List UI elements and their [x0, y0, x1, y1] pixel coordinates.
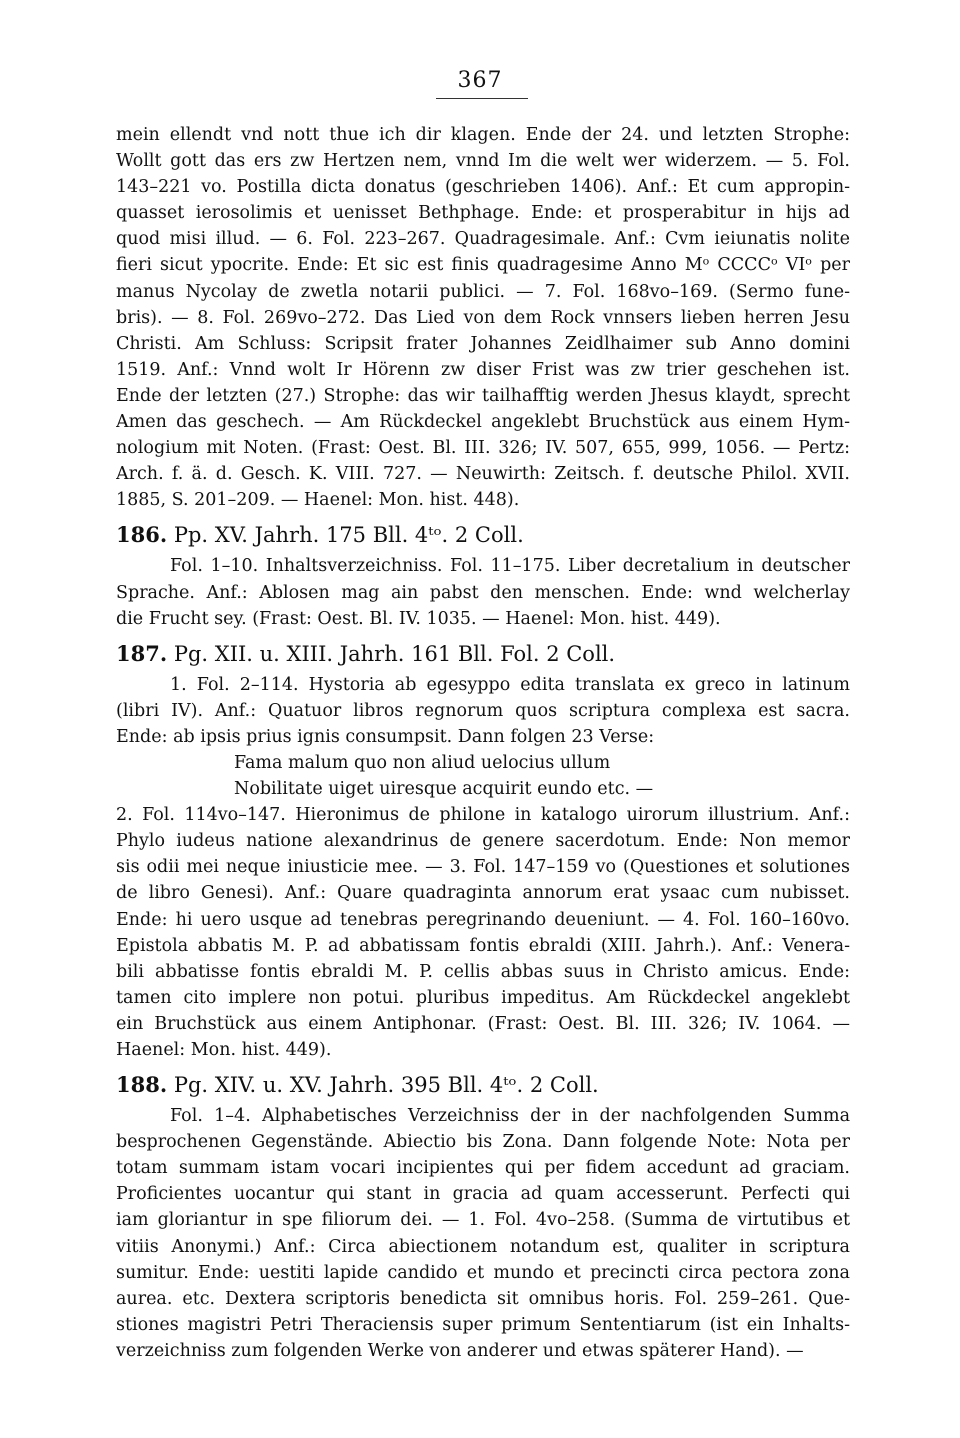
text-line: sumitur. Ende: uestiti lapide candido et mundo et precincti circa pectora zona [116, 1262, 850, 1283]
text-line: Arch. f. ä. d. Gesch. K. VIII. 727. — Neuwirth: Zeitsch. f. deutsche Philol. XVII. [116, 464, 850, 485]
entry-number: 187. [116, 640, 168, 666]
text-line: Ende: ab ipsis prius ignis consumpsit. Dann folgen 23 Verse: [116, 726, 655, 747]
document-body [116, 122, 850, 1364]
text-line: fieri sicut ypocrite. Ende: Et sic est finis quadragesime Anno Mᵒ CCCCᵒ VIᵒ per [116, 255, 850, 276]
entry-heading [116, 1070, 850, 1100]
text-line: iam gloriantur in spe filiorum dei. — 1. Fol. 4vo–258. (Summa de virtutibus et [116, 1210, 850, 1231]
entry-188 [116, 1070, 850, 1364]
entry-description: Pp. XV. Jahrh. 175 Bll. 4ᵗᵒ. 2 Coll. [173, 523, 524, 548]
text-line: ein Bruchstück aus einem Antiphonar. (Frast: Oest. Bl. III. 326; IV. 1064. — [116, 1013, 850, 1034]
text-line: besprochenen Gegenstände. Abiectio bis Zona. Dann folgende Note: Nota per [116, 1132, 850, 1153]
entry-number: 186. [116, 522, 168, 548]
verse-line: Nobilitate uiget uiresque acquirit eundo etc. — [234, 779, 654, 800]
text-line: Ende: hi uero usque ad tenebras peregrinando deueniunt. — 4. Fol. 160–160vo. [116, 909, 850, 930]
text-line: Amen das geschech. — Am Rückdeckel angeklebt Bruchstück aus einem Hym- [116, 412, 850, 433]
text-line: vitiis Anonymi.) Anf.: Circa abiectionem notandum est, qualiter in scriptura [116, 1236, 850, 1257]
page-number: 367 [457, 68, 503, 93]
text-line: sis odii mei neque iniusticie mee. — 3. Fol. 147–159 vo (Questiones et solutiones [116, 857, 850, 878]
text-line: Christi. Am Schluss: Scripsit frater Johannes Zeidlhaimer sub Anno domini [116, 333, 850, 354]
text-line: totam summam istam vocari incipientes qui per fidem accedunt ad graciam. [116, 1158, 850, 1179]
continued-entry [116, 122, 850, 513]
text-line: verzeichniss zum folgenden Werke von anderer und etwas späterer Hand). — [116, 1340, 804, 1361]
verse-line: Fama malum quo non aliud uelocius ullum [234, 752, 611, 773]
text-line: Proficientes uocantur qui stant in gracia ad quam accesserunt. Perfecti qui [116, 1184, 850, 1205]
text-line: Epistola abbatis M. P. ad abbatissam fontis ebraldi (XIII. Jahrh.). Anf.: Venera- [116, 935, 850, 956]
text-line: de libro Genesi). Anf.: Quare quadraginta annorum erat ysaac cum nubisset. [116, 883, 850, 904]
entry-187 [116, 639, 850, 1063]
text-line: nologium mit Noten. (Frast: Oest. Bl. III. 326; IV. 507, 655, 999, 1056. — Pertz: [116, 438, 850, 459]
text-line: Phylo iudeus natione alexandrinus de genere sacerdotum. Ende: Non memor [116, 831, 850, 852]
text-line: 1885, S. 201–209. — Haenel: Mon. hist. 448). [116, 490, 520, 511]
text-line: quasset ierosolimis et uenisset Bethphage. Ende: et prosperabitur in hijs ad [116, 203, 850, 224]
text-line: Haenel: Mon. hist. 449). [116, 1040, 332, 1060]
text-line: bili abbatisse fontis ebraldi M. P. cellis abbas suus in Christo amicus. Ende: [116, 961, 850, 982]
entry-186 [116, 520, 850, 631]
entry-number: 188. [116, 1072, 168, 1098]
text-line: Sprache. Anf.: Ablosen mag ain pabst den menschen. Ende: wnd welcherlay [116, 582, 850, 603]
text-line: Fol. 1–10. Inhaltsverzeichniss. Fol. 11–175. Liber decretalium in deutscher [170, 556, 850, 577]
text-line: tamen cito implere non potui. pluribus impeditus. Am Rückdeckel angeklebt [116, 987, 850, 1008]
text-line: aurea. etc. Dextera scriptoris benedicta sit omnibus horis. Fol. 259–261. Que- [116, 1288, 850, 1309]
text-line: 1. Fol. 2–114. Hystoria ab egesyppo edita translata ex greco in latinum [170, 674, 850, 695]
entry-description: Pg. XII. u. XIII. Jahrh. 161 Bll. Fol. 2 Coll. [173, 641, 616, 666]
page-number-rule [436, 98, 528, 99]
text-line: bris). — 8. Fol. 269vo–272. Das Lied von dem Rock vnnsers lieben herren Jesu [116, 307, 850, 328]
entry-heading [116, 639, 850, 669]
text-line: die Frucht sey. (Frast: Oest. Bl. IV. 1035. — Haenel: Mon. hist. 449). [116, 608, 721, 629]
text-line: Ende der letzten (27.) Strophe: das wir tailhafftig werden Jhesus klaydt, sprecht [116, 385, 850, 406]
entry-description: Pg. XIV. u. XV. Jahrh. 395 Bll. 4ᵗᵒ. 2 Coll. [173, 1073, 599, 1098]
text-line: Fol. 1–4. Alphabetisches Verzeichniss der in der nachfolgenden Summa [170, 1106, 850, 1127]
text-line: 143–221 vo. Postilla dicta donatus (geschrieben 1406). Anf.: Et cum appropin- [116, 177, 850, 198]
text-line: quod misi illud. — 6. Fol. 223–267. Quadragesimale. Anf.: Cvm ieiunatis nolite [116, 229, 850, 250]
text-line: stiones magistri Petri Theraciensis super primum Sententiarum (ist ein Inhalts- [116, 1314, 850, 1335]
entry-heading [116, 520, 850, 550]
text-line: mein ellendt vnd nott thue ich dir klagen. Ende der 24. und letzten Strophe: [116, 125, 850, 145]
text-line: 2. Fol. 114vo–147. Hieronimus de philone in katalogo uirorum illustrium. Anf.: [116, 805, 850, 826]
text-line: 1519. Anf.: Vnnd wolt Ir Hörenn zw diser Frist was zw trier geschehen ist. [116, 359, 850, 380]
text-line: manus Nycolay de zwetla notarii publici. — 7. Fol. 168vo–169. (Sermo fune- [116, 281, 850, 302]
text-line: (libri IV). Anf.: Quatuor libros regnorum quos scriptura complexa est sacra. [116, 700, 850, 721]
text-line: Wollt gott das ers zw Hertzen nem, vnnd Im die welt wer widerzem. — 5. Fol. [116, 151, 850, 172]
